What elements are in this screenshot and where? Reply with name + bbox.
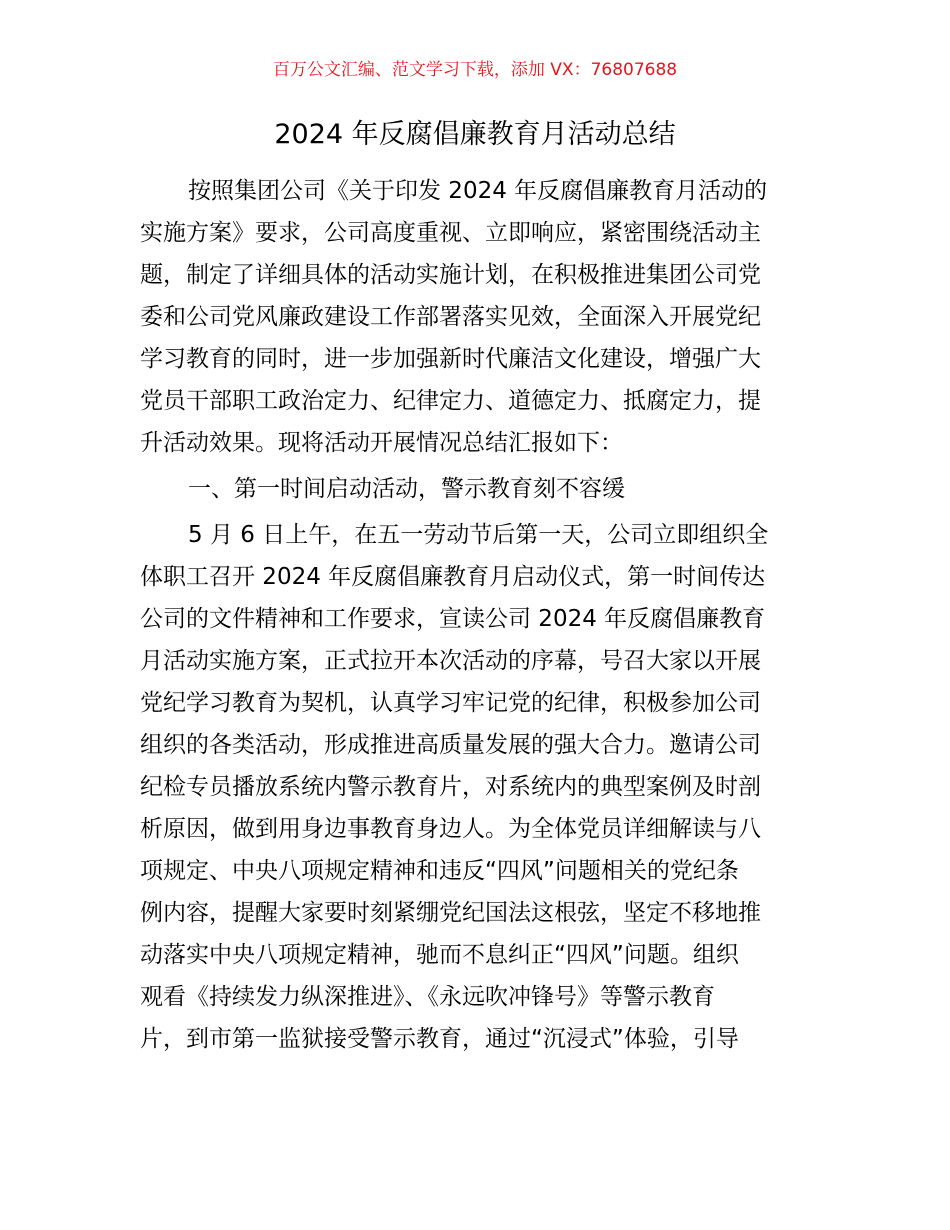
section-heading: 一、第一时间启动活动，警示教育刻不容缓 <box>188 476 625 502</box>
paragraph-line: 公司的文件精神和工作要求，宣读公司 2024 年反腐倡廉教育 <box>140 606 766 632</box>
paragraph-line: 例内容，提醒大家要时刻紧绷党纪国法这根弦，坚定不移地推 <box>140 900 761 926</box>
paragraph-line: 党员干部职工政治定力、纪律定力、道德定力、抵腐定力，提 <box>140 388 761 414</box>
paragraph-line: 学习教育的同时，进一步加强新时代廉洁文化建设，增强广大 <box>140 346 761 372</box>
paragraph-line: 项规定、中央八项规定精神和违反“四风”问题相关的党纪条 <box>140 858 739 884</box>
paragraph-line: 纪检专员播放系统内警示教育片，对系统内的典型案例及时剖 <box>140 774 761 800</box>
paragraph-line: 5 月 6 日上午，在五一劳动节后第一天，公司立即组织全 <box>188 522 769 548</box>
paragraph-line: 观看《持续发力纵深推进》、《永远吹冲锋号》等警示教育 <box>140 984 715 1010</box>
paragraph-intro <box>140 170 812 464</box>
paragraph-line: 按照集团公司《关于印发 2024 年反腐倡廉教育月活动的 <box>188 178 768 204</box>
document-body <box>140 170 812 1060</box>
paragraph-line: 动落实中央八项规定精神，驰而不息纠正“四风”问题。组织 <box>140 942 739 968</box>
paragraph-line: 题，制定了详细具体的活动实施计划，在积极推进集团公司党 <box>140 262 761 288</box>
paragraph-line: 析原因，做到用身边事教育身边人。为全体党员详细解读与八 <box>140 816 761 842</box>
header-watermark: 百万公文汇编、范文学习下载，添加 VX：76807688 <box>272 60 678 80</box>
paragraph-line: 组织的各类活动，形成推进高质量发展的强大合力。邀请公司 <box>140 732 761 758</box>
paragraph-line: 实施方案》要求，公司高度重视、立即响应，紧密围绕活动主 <box>140 220 761 246</box>
paragraph-section1 <box>140 514 812 1060</box>
paragraph-line: 片，到市第一监狱接受警示教育，通过“沉浸式”体验，引导 <box>140 1026 739 1052</box>
paragraph-line: 体职工召开 2024 年反腐倡廉教育月启动仪式，第一时间传达 <box>140 564 766 590</box>
document-title: 2024 年反腐倡廉教育月活动总结 <box>274 119 676 150</box>
paragraph-line: 月活动实施方案，正式拉开本次活动的序幕，号召大家以开展 <box>140 648 761 674</box>
paragraph-line: 党纪学习教育为契机，认真学习牢记党的纪律，积极参加公司 <box>140 690 761 716</box>
paragraph-line: 升活动效果。现将活动开展情况总结汇报如下： <box>140 430 623 456</box>
paragraph-line: 委和公司党风廉政建设工作部署落实见效，全面深入开展党纪 <box>140 304 761 330</box>
